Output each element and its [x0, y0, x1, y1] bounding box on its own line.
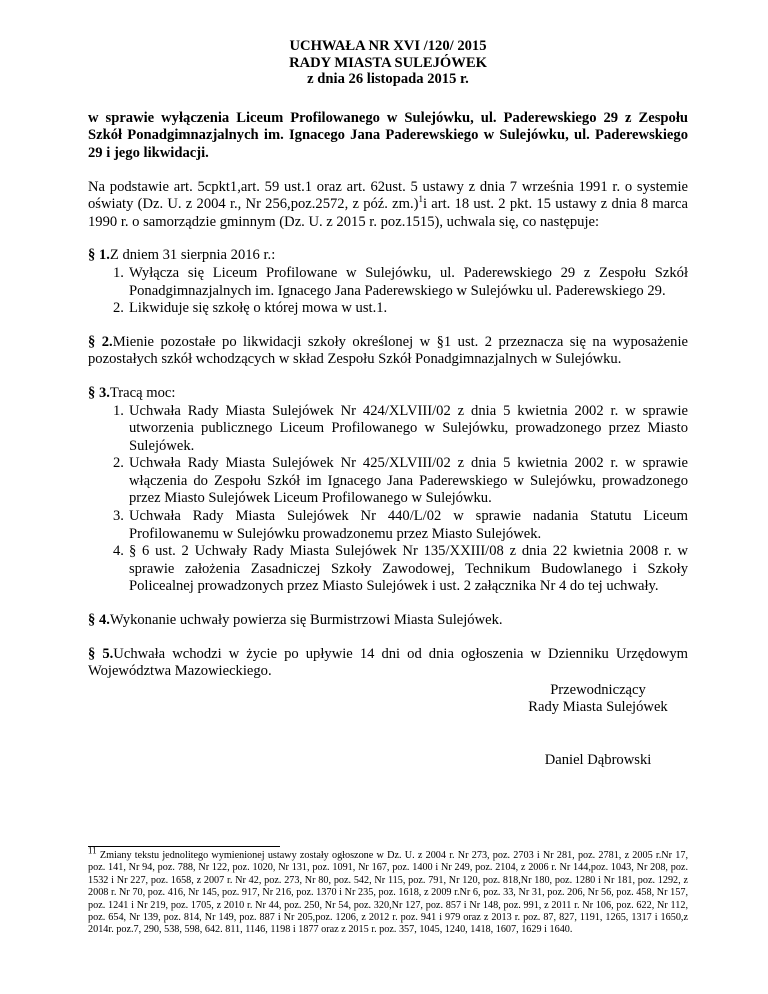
list-item-number: 1.	[113, 402, 124, 419]
list-item-text: Uchwała Rady Miasta Sulejówek Nr 425/XLVIII/02 z dnia 5 kwietnia 2002 r. w sprawie włączenia do Zespołu Szkół im Ignacego Jana Paderewskiego w Sulejówku, prowadzonego przez Miasto Sulejówek Liceum Profilowanego w Sulejówku.	[129, 455, 688, 507]
signature-titles	[478, 682, 718, 717]
document-page	[88, 38, 688, 781]
list-item	[88, 265, 688, 300]
section-3-text: Tracą moc:	[109, 384, 176, 401]
list-item	[88, 508, 688, 543]
section-2	[88, 334, 688, 369]
list-item-text: Wyłącza się Liceum Profilowane w Sulejówku, ul. Paderewskiego 29 z Zespołu Szkół Ponadgimnazjalnych im. Ignacego Jana Paderewskiego w Sulejówku ul. Paderewskiego 29.	[129, 264, 688, 299]
list-item-number: 3.	[113, 508, 124, 525]
council-name: RADY MIASTA SULEJÓWEK	[289, 54, 487, 71]
section-5-text: Uchwała wchodzi w życie po upływie 14 dni od dnia ogłoszenia w Dzienniku Urzędowym Województwa Mazowieckiego.	[88, 645, 689, 680]
signature-council: Rady Miasta Sulejówek	[528, 699, 668, 716]
list-item-text: Uchwała Rady Miasta Sulejówek Nr 440/L/02 w sprawie nadania Statutu Liceum Profilowanemu w Sulejówku prowadzonemu przez Miasto Sulejówek.	[129, 508, 688, 542]
section-4-mark: § 4.	[88, 612, 110, 629]
list-item-number: 2.	[113, 455, 124, 472]
resolution-date: z dnia 26 listopada 2015 r.	[307, 71, 469, 88]
section-1	[88, 247, 688, 317]
resolution-number: UCHWAŁA NR XVI /120/ 2015	[289, 38, 487, 54]
resolution-header	[88, 38, 688, 88]
preamble-text-before: Na podstawie art. 5cpkt1,art. 59 ust.1 oraz art. 62ust. 5 ustawy z dnia 7 września 1991 r. o systemie oświaty (Dz. U. z 2004 r., Nr 256,poz.2572, z póź. zm.)	[88, 178, 688, 213]
list-item	[88, 300, 688, 318]
section-3-mark: § 3.	[88, 384, 110, 401]
list-item-text: § 6 ust. 2 Uchwały Rady Miasta Sulejówek Nr 135/XXIII/08 z dnia 22 kwietnia 2008 r. w sprawie założenia Zasadniczej Szkoły Zawodowej, Technikum Budowlanego i Szkoły Policealnej prowadzonych przez Miasto Sulejówek i ust. 2 załącznika Nr 4 do tej uchwały.	[129, 543, 688, 595]
signature-name: Daniel Dąbrowski	[544, 751, 652, 768]
list-item-number: 4.	[113, 543, 124, 560]
section-5-mark: § 5.	[88, 645, 114, 662]
signature-title: Przewodniczący	[550, 681, 646, 698]
list-item	[88, 403, 688, 456]
section-1-list	[88, 265, 688, 318]
footnote-divider	[88, 846, 280, 847]
footnote	[88, 845, 688, 937]
list-item	[88, 455, 688, 508]
list-item-text: Uchwała Rady Miasta Sulejówek Nr 424/XLVIII/02 z dnia 5 kwietnia 2002 r. w sprawie utworzenia publicznego Liceum Profilowanego w Sulejówku, prowadzonego przez Miasto Sulejówek.	[129, 402, 688, 454]
section-3	[88, 385, 688, 596]
preamble	[88, 179, 688, 232]
section-3-list	[88, 403, 688, 597]
section-1-mark: § 1.	[88, 247, 110, 264]
section-5	[88, 646, 688, 681]
section-4-text: Wykonanie uchwały powierza się Burmistrzowi Miasta Sulejówek.	[109, 612, 503, 629]
resolution-subject: w sprawie wyłączenia Liceum Profilowanego w Sulejówku, ul. Paderewskiego 29 z Zespołu Szkół Ponadgimnazjalnych im. Ignacego Jana Paderewskiego w Sulejówku, ul. Paderewskiego 29 i jego likwidacji.	[88, 109, 688, 161]
section-2-mark: § 2.	[88, 333, 113, 350]
section-2-text: Mienie pozostałe po likwidacji szkoły określonej w §1 ust. 2 przeznacza się na wyposażenie pozostałych szkół wchodzących w skład Zespołu Szkół Ponadgimnazjalnych w Sulejówku.	[88, 333, 688, 368]
list-item-number: 2.	[113, 300, 124, 317]
footnote-text: Zmiany tekstu jednolitego wymienionej ustawy zostały ogłoszone w Dz. U. z 2004 r. Nr 273, poz. 2703 i Nr 281, poz. 2781, z 2005 r.Nr 17, poz. 141, Nr 94, poz. 788, Nr 122, poz. 1020, Nr 131, poz. 1091, Nr 167, poz. 1400 i Nr 249, poz. 2104, z 2006 r. Nr 144,poz. 1043, Nr 208, poz. 1532 i Nr 227, poz. 1658, z 2007 r. Nr 42, poz. 273, Nr 80, poz. 542, Nr 115, poz. 791, Nr 120, poz. 818,Nr 180, poz. 1280 i Nr 181, poz. 1292, z 2008 r. Nr 70, poz. 416, Nr 145, poz. 917, Nr 216, poz. 1370 i Nr 235, poz. 1618, z 2009 r.Nr 6, poz. 33, Nr 31, poz. 206, Nr 56, poz. 458, Nr 157, poz. 1241 i Nr 219, poz. 1705, z 2010 r. Nr 44, poz. 250, Nr 54, poz. 320,Nr 127, poz. 857 i Nr 148, poz. 991, z 2011 r. Nr 106, poz. 622, Nr 112, poz. 654, Nr 139, poz. 814, Nr 149, poz. 887 i Nr 205,poz. 1206, z 2012 r. poz. 941 i 979 oraz z 2013 r. poz. 87, 827, 1191, 1265, 1317 i 1650,z 2014r. poz.7, 290, 538, 598, 642. 811, 1146, 1198 i 1877 oraz z 2015 r. poz. 357, 1045, 1240, 1418, 1607, 1629 i 1640.	[88, 850, 688, 936]
section-1-text: Z dniem 31 sierpnia 2016 r.:	[109, 247, 276, 264]
list-item	[88, 543, 688, 596]
list-item-number: 1.	[113, 264, 124, 281]
section-4	[88, 612, 688, 630]
footnote-mark: 11	[88, 845, 97, 856]
signature-block	[88, 681, 688, 781]
list-item-text: Likwiduje się szkołę o której mowa w ust.1.	[129, 300, 388, 317]
preamble-text-after: i art. 18 ust. 2 pkt. 15 ustawy z dnia 8 marca 1990 r. o samorządzie gminnym (Dz. U. z 2015 r. poz.1515), uchwala się, co następuje:	[88, 196, 689, 230]
footnote-reference: 1	[418, 194, 423, 205]
